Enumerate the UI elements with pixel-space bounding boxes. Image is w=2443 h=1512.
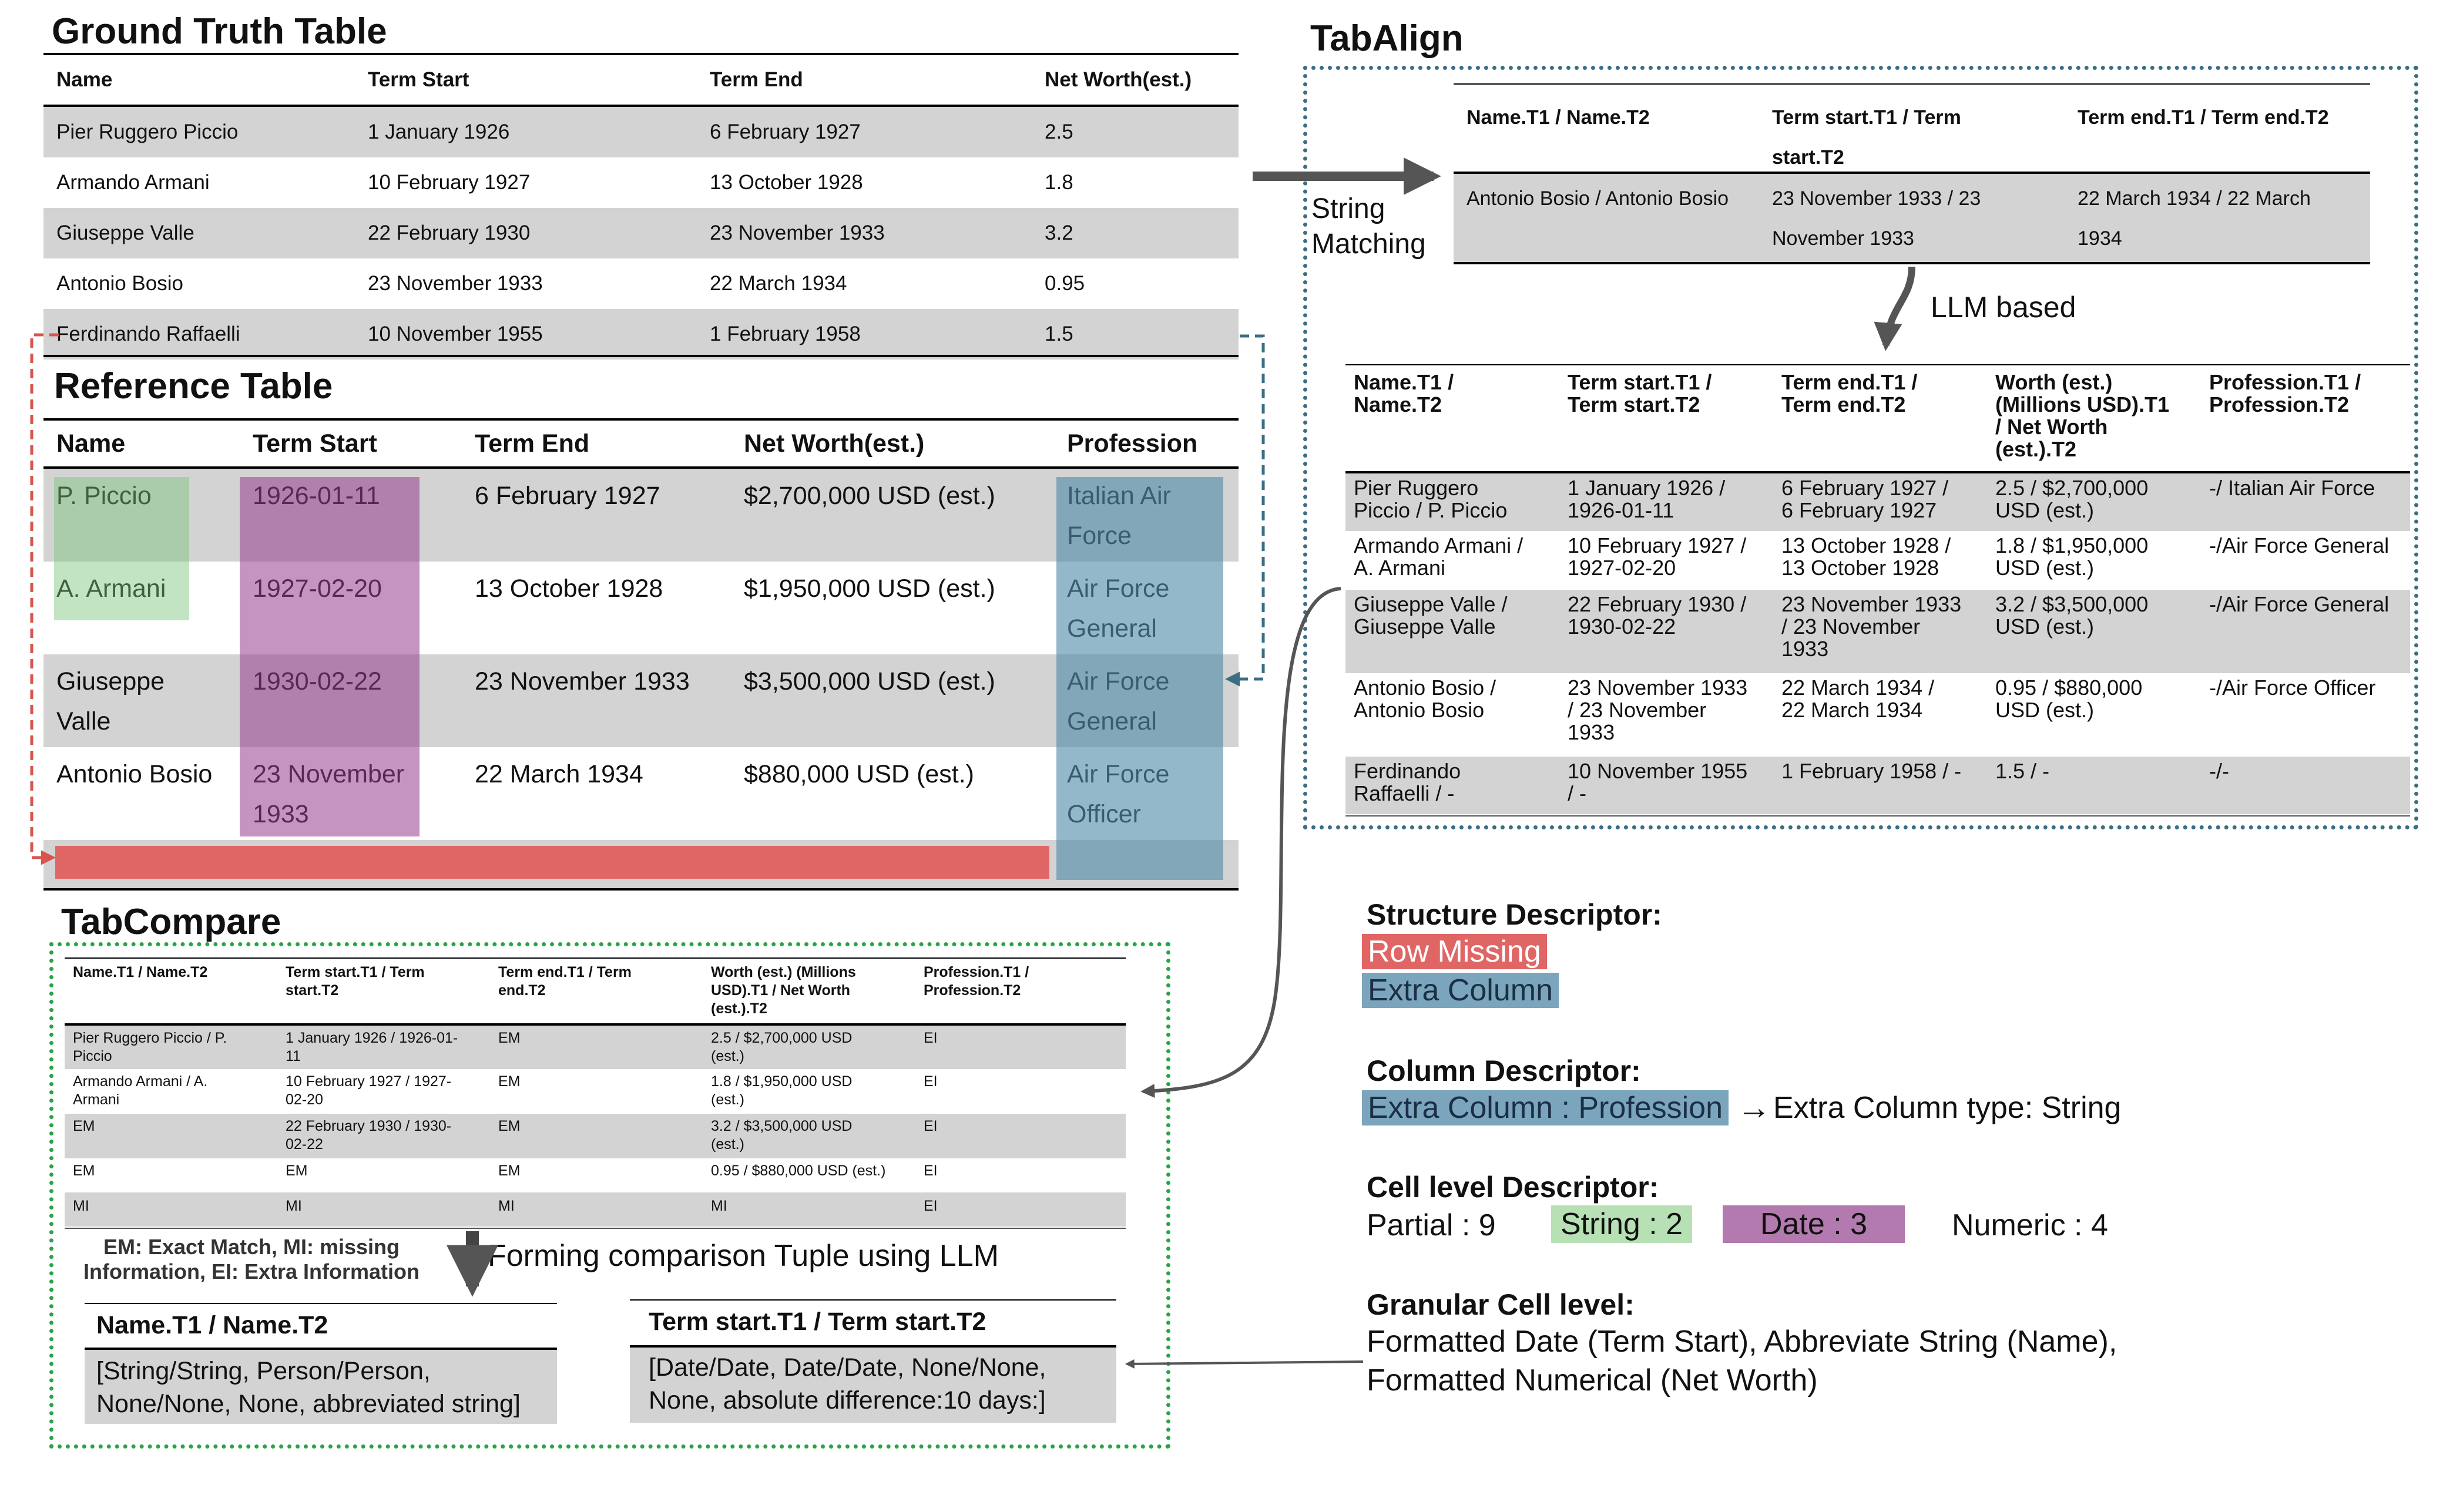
gt-cell: 22 March 1934 — [710, 272, 847, 295]
tabcompare-title: TabCompare — [61, 902, 281, 942]
ta-big-cell: 1.8 / $1,950,000 USD (est.) — [1995, 533, 2149, 580]
llm-based-label: LLM based — [1931, 291, 2076, 324]
ta-big-header-cell: Term end.T1 / Term end.T2 — [1781, 370, 1918, 416]
gt-cell: 23 November 1933 — [710, 221, 885, 244]
tc-cell: MI — [73, 1198, 89, 1214]
tc-cell: 1 January 1926 / 1926-01- 11 — [286, 1030, 458, 1064]
gt-cell: Antonio Bosio — [56, 272, 183, 295]
tuple-label: Forming comparison Tuple using LLM — [488, 1239, 999, 1273]
gt-cell: 10 February 1927 — [368, 171, 531, 194]
ref-cell: 6 February 1927 — [475, 482, 660, 510]
tc-cell: MI — [498, 1198, 515, 1214]
tuple1-header: Name.T1 / Name.T2 — [96, 1311, 328, 1339]
ref-cell: Giuseppe Valle — [56, 667, 165, 735]
tc-cell: EI — [924, 1118, 938, 1134]
ta-big-cell: 13 October 1928 / 13 October 1928 — [1781, 533, 1951, 580]
string-count-chip: String : 2 — [1551, 1205, 1692, 1243]
tuple2-body: [Date/Date, Date/Date, None/None, None, absolute difference:10 days:] — [649, 1353, 1046, 1414]
ta-big-cell: -/Air Force Officer — [2209, 676, 2376, 700]
ta-big-header-cell: Name.T1 / Name.T2 — [1354, 370, 1454, 416]
ta-small-header-cell: Name.T1 / Name.T2 — [1467, 106, 1650, 129]
tc-cell: EM — [73, 1118, 95, 1134]
granular-line-1: Formatted Date (Term Start), Abbreviate String (Name), — [1367, 1325, 2118, 1359]
ta-small-cell: 23 November 1933 / 23 November 1933 — [1772, 187, 1981, 250]
arrow-right-icon: → — [1737, 1088, 1771, 1127]
ta-big-cell: 22 March 1934 / 22 March 1934 — [1781, 676, 1935, 722]
ta-big-cell: Ferdinando Raffaelli / - — [1354, 759, 1461, 805]
gt-cell: 6 February 1927 — [710, 120, 861, 143]
tc-cell: EM — [73, 1162, 95, 1179]
ta-big-cell: 6 February 1927 / 6 February 1927 — [1781, 476, 1949, 522]
ref-cell: A. Armani — [56, 574, 166, 603]
tc-header-cell: Name.T1 / Name.T2 — [73, 964, 208, 980]
tc-header-cell: Worth (est.) (Millions USD).T1 / Net Worth (est.).T2 — [711, 964, 856, 1017]
ta-big-cell: Antonio Bosio / Antonio Bosio — [1354, 676, 1496, 722]
tc-cell: EM — [498, 1162, 521, 1179]
gt-cell: 1 February 1958 — [710, 322, 861, 345]
ta-big-cell: 10 February 1927 / 1927-02-20 — [1568, 533, 1747, 580]
gt-cell: 3.2 — [1045, 221, 1073, 244]
tabcompare-legend: EM: Exact Match, MI: missing Information, EI: Extra Information — [83, 1235, 420, 1283]
column-type-label: Extra Column type: String — [1773, 1091, 2122, 1125]
gt-cell: Armando Armani — [56, 171, 210, 194]
gt-cell: 22 February 1930 — [368, 221, 531, 244]
ref-cell: 22 March 1934 — [475, 760, 643, 788]
gt-header-cell: Name — [56, 68, 113, 91]
tc-cell: 0.95 / $880,000 USD (est.) — [711, 1162, 886, 1179]
ta-big-cell: Armando Armani / A. Armani — [1354, 533, 1523, 580]
tc-cell: EI — [924, 1073, 938, 1090]
numeric-count: Numeric : 4 — [1952, 1208, 2108, 1242]
gt-cell: 1.8 — [1045, 171, 1073, 194]
gt-header-cell: Term Start — [368, 68, 469, 91]
gt-cell: Ferdinando Raffaelli — [56, 322, 240, 345]
tc-cell: EM — [498, 1118, 521, 1134]
extra-column-chip: Extra Column — [1362, 973, 1559, 1008]
ta-big-cell: 2.5 / $2,700,000 USD (est.) — [1995, 476, 2149, 522]
gt-cell: 23 November 1933 — [368, 272, 543, 295]
tc-cell: 3.2 / $3,500,000 USD (est.) — [711, 1118, 853, 1153]
ref-cell: P. Piccio — [56, 482, 152, 510]
string-matching-label: String Matching — [1311, 193, 1426, 260]
ta-big-header-cell: Worth (est.) (Millions USD).T1 / Net Worth (est.).T2 — [1995, 370, 2169, 461]
granular-line-2: Formatted Numerical (Net Worth) — [1367, 1363, 1818, 1397]
structure-descriptor-title: Structure Descriptor: — [1367, 898, 1662, 931]
ta-big-cell: 1.5 / - — [1995, 759, 2050, 783]
ref-cell: $880,000 USD (est.) — [744, 760, 974, 788]
gt-cell: 13 October 1928 — [710, 171, 863, 194]
tc-cell: 2.5 / $2,700,000 USD (est.) — [711, 1030, 853, 1064]
ta-big-cell: 1 February 1958 / - — [1781, 759, 1962, 783]
tc-cell: EM — [498, 1030, 521, 1046]
column-extra-chip: Extra Column : Profession — [1362, 1090, 1729, 1125]
tc-header-cell: Term end.T1 / Term end.T2 — [498, 964, 632, 999]
ta-big-cell: 1 January 1926 / 1926-01-11 — [1568, 476, 1726, 522]
extra-column-connector — [1228, 336, 1263, 679]
ref-cell: $1,950,000 USD (est.) — [744, 574, 995, 603]
gt-header-cell: Net Worth(est.) — [1045, 68, 1192, 91]
tabalign-to-tabcompare-arrow — [1143, 589, 1341, 1091]
tc-cell: EM — [498, 1073, 521, 1090]
tc-cell: EI — [924, 1030, 938, 1046]
reference-title: Reference Table — [54, 366, 333, 406]
tc-cell: 10 February 1927 / 1927- 02-20 — [286, 1073, 452, 1108]
row-missing-chip: Row Missing — [1362, 934, 1547, 969]
ta-big-cell: 10 November 1955 / - — [1568, 759, 1748, 805]
ref-cell: $2,700,000 USD (est.) — [744, 482, 995, 510]
cell-descriptor-title: Cell level Descriptor: — [1367, 1171, 1659, 1204]
partial-count: Partial : 9 — [1367, 1208, 1496, 1242]
ground-truth-title: Ground Truth Table — [52, 11, 387, 52]
ref-header-cell: Profession — [1067, 429, 1198, 458]
tabalign-title: TabAlign — [1310, 18, 1464, 59]
tc-header-cell: Profession.T1 / Profession.T2 — [924, 964, 1029, 999]
tc-cell: MI — [711, 1198, 727, 1214]
missing-row-connector — [32, 335, 59, 858]
tc-cell: Pier Ruggero Piccio / P. Piccio — [73, 1030, 227, 1064]
tc-cell: EI — [924, 1198, 938, 1214]
ta-big-cell: 22 February 1930 / 1930-02-22 — [1568, 592, 1747, 639]
ref-cell: $3,500,000 USD (est.) — [744, 667, 995, 695]
tuple1-body: [String/String, Person/Person, None/None, None, abbreviated string] — [96, 1357, 521, 1418]
ta-big-cell: -/Air Force General — [2209, 533, 2390, 557]
granular-to-tuple-arrow — [1127, 1362, 1363, 1364]
ref-cell: Antonio Bosio — [56, 760, 213, 788]
ta-small-header-cell: Term end.T1 / Term end.T2 — [2078, 106, 2329, 129]
tc-cell: Armando Armani / A. Armani — [73, 1073, 208, 1108]
ta-big-header-cell: Profession.T1 / Profession.T2 — [2209, 370, 2361, 416]
gt-cell: Pier Ruggero Piccio — [56, 120, 239, 143]
ta-big-cell: Giuseppe Valle / Giuseppe Valle — [1354, 592, 1508, 639]
gt-cell: 2.5 — [1045, 120, 1073, 143]
ta-small-header-cell: Term start.T1 / Term start.T2 — [1772, 106, 1961, 169]
gt-header-cell: Term End — [710, 68, 803, 91]
tc-cell: EI — [924, 1162, 938, 1179]
gt-cell: 1.5 — [1045, 322, 1073, 345]
ta-big-cell: -/- — [2209, 759, 2229, 783]
tc-cell: 1.8 / $1,950,000 USD (est.) — [711, 1073, 853, 1108]
ref-header-cell: Name — [56, 429, 126, 458]
gt-cell: Giuseppe Valle — [56, 221, 194, 244]
ta-big-cell: 23 November 1933 / 23 November 1933 — [1568, 676, 1748, 744]
tuple2-header: Term start.T1 / Term start.T2 — [649, 1308, 986, 1336]
ref-cell: 23 November 1933 — [475, 667, 690, 695]
granular-title: Granular Cell level: — [1367, 1288, 1635, 1321]
ta-big-header-cell: Term start.T1 / Term start.T2 — [1568, 370, 1712, 416]
ta-small-cell: Antonio Bosio / Antonio Bosio — [1467, 187, 1729, 210]
ta-big-cell: 3.2 / $3,500,000 USD (est.) — [1995, 592, 2149, 639]
column-descriptor-title: Column Descriptor: — [1367, 1054, 1641, 1087]
gt-cell: 0.95 — [1045, 272, 1085, 295]
ta-small-cell: 22 March 1934 / 22 March 1934 — [2078, 187, 2311, 250]
ta-big-cell: 23 November 1933 / 23 November 1933 — [1781, 592, 1962, 661]
ref-cell: 13 October 1928 — [475, 574, 663, 603]
ta-big-cell: -/ Italian Air Force — [2209, 476, 2375, 500]
ta-big-cell: 0.95 / $880,000 USD (est.) — [1995, 676, 2143, 722]
ta-big-cell: Pier Ruggero Piccio / P. Piccio — [1354, 476, 1508, 522]
ta-big-cell: -/Air Force General — [2209, 592, 2390, 616]
tc-cell: EM — [286, 1162, 308, 1179]
llm-based-arrow — [1886, 267, 1912, 345]
date-count-chip: Date : 3 — [1723, 1205, 1905, 1243]
gt-cell: 1 January 1926 — [368, 120, 510, 143]
tc-cell: 22 February 1930 / 1930- 02-22 — [286, 1118, 452, 1153]
ref-header-cell: Term End — [475, 429, 590, 458]
ref-header-cell: Net Worth(est.) — [744, 429, 925, 458]
tc-cell: MI — [286, 1198, 302, 1214]
tc-header-cell: Term start.T1 / Term start.T2 — [286, 964, 425, 999]
ref-header-cell: Term Start — [253, 429, 377, 458]
gt-cell: 10 November 1955 — [368, 322, 543, 345]
